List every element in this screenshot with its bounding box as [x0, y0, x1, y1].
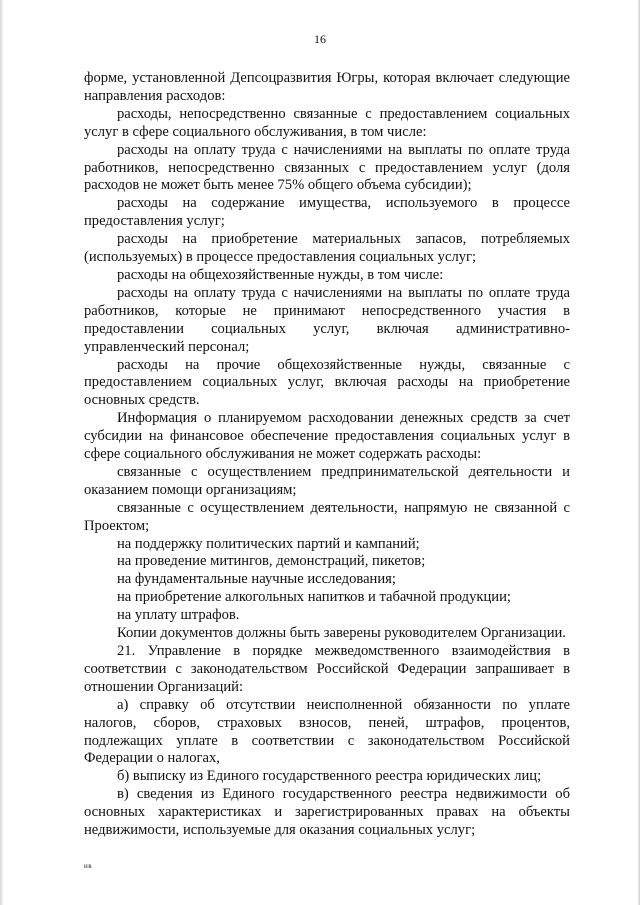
paragraph-clause-21: 21. Управление в порядке межведомственного взаимодействия в соответствии с законодательством Российской Федерации запрашивает в отношении Организаций: [84, 643, 570, 695]
paragraph-other-general-needs: расходы на прочие общехозяйственные нужды, связанные с предоставлением социальных услуг, включая расходы на приобретение основных средств. [84, 356, 570, 409]
paragraph-property-maintenance: расходы на содержание имущества, используемого в процессе предоставления услуг; [84, 195, 570, 230]
footer-mark: нв [84, 862, 93, 870]
paragraph-exclusion-business: связанные с осуществлением предпринимательской деятельности и оказанием помощи организациям; [84, 463, 570, 498]
paragraph-indirect-labor: расходы на оплату труда с начислениями на выплаты по оплате труда работников, которые не принимают непосредственного участия в предоставлении социальных услуг, включая административно-управленческий персонал; [84, 284, 570, 355]
document-body [84, 70, 570, 840]
paragraph-exclusion-unrelated: связанные с осуществлением деятельности, напрямую не связанной с Проектом; [84, 499, 570, 534]
paragraph-item-v: в) сведения из Единого государственного реестра недвижимости об основных характеристиках и зарегистрированных правах на объекты недвижимости, используемые для оказания социальных услуг; [84, 786, 570, 839]
paragraph-material-stocks: расходы на приобретение материальных запасов, потребляемых (используемых) в процессе предоставления социальных услуг; [84, 231, 570, 266]
paragraph-direct-expenses: расходы, непосредственно связанные с предоставлением социальных услуг в сфере социального обслуживания, в том числе: [84, 105, 570, 140]
paragraph-item-a: а) справку об отсутствии неисполненной обязанности по уплате налогов, сборов, страховых взносов, пеней, штрафов, процентов, подлежащих уплате в соответствии с законодательством Российской Федерации о налогах, [84, 696, 570, 767]
paragraph-exclusion-politics: на поддержку политических партий и кампаний; [117, 535, 420, 552]
paragraph-exclusion-fines: на уплату штрафов. [117, 607, 240, 624]
paragraph-exclusion-research: на фундаментальные научные исследования; [117, 571, 396, 588]
paragraph-continuation: форме, установленной Депсоцразвития Югры, которая включает следующие направления расходов: [84, 70, 570, 104]
paragraph-general-needs: расходы на общехозяйственные нужды, в том числе: [117, 266, 444, 283]
paragraph-exclusion-rallies: на проведение митингов, демонстраций, пикетов; [117, 553, 426, 570]
paragraph-planned-spending-info: Информация о планируемом расходовании денежных средств за счет субсидии на финансовое обеспечение предоставления социальных услуг в сфере социального обслуживания не может содержать расходы: [84, 410, 570, 463]
paragraph-item-b: б) выписку из Единого государственного реестра юридических лиц; [117, 768, 542, 785]
scan-edge-left [0, 0, 4, 905]
paragraph-copies-certified: Копии документов должны быть заверены руководителем Организации. [117, 625, 566, 642]
paragraph-exclusion-alcohol-tobacco: на приобретение алкогольных напитков и табачной продукции; [117, 589, 511, 606]
paragraph-labor-costs: расходы на оплату труда с начислениями на выплаты по оплате труда работников, непосредственно связанных с предоставлением услуг (доля расходов не может быть менее 75% общего объема субсидии); [84, 141, 570, 194]
page-number: 16 [314, 32, 326, 46]
